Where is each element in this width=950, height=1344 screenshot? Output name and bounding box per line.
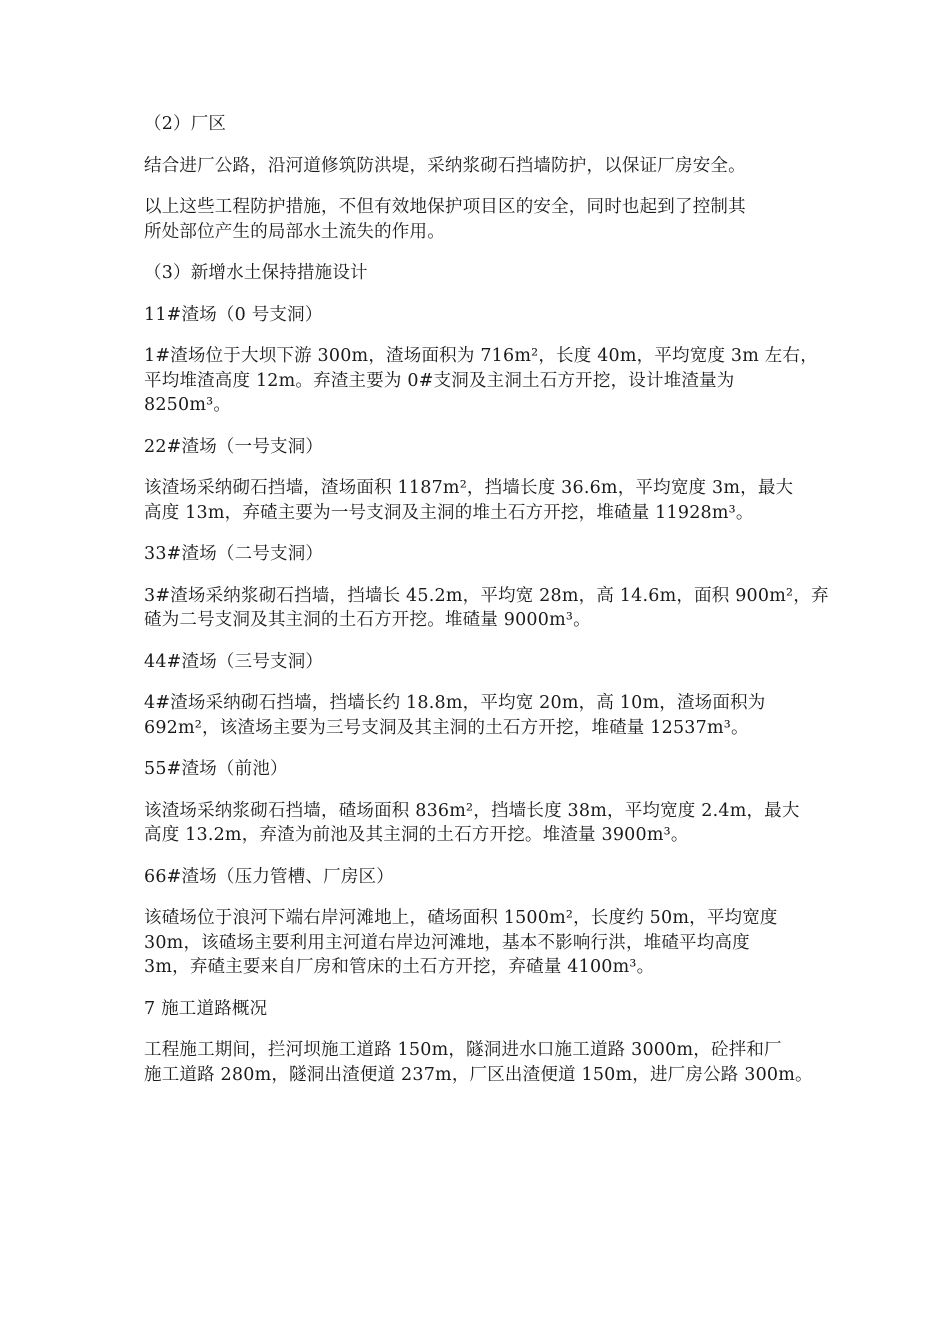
paragraph-dump-6 bbox=[144, 906, 812, 980]
text-line: 该碴场位于浪河下端右岸河滩地上，碴场面积 1500m²，长度约 50m，平均宽度 bbox=[144, 908, 778, 928]
text-line: 30m，该碴场主要利用主河道右岸边河滩地，基本不影响行洪，堆碴平均高度 bbox=[144, 932, 750, 953]
text-line: 692m²，该渣场主要为三号支洞及其主洞的土石方开挖，堆碴量 12537m³。 bbox=[144, 717, 749, 738]
text-line: 3m，弃碴主要来自厂房和管床的土石方开挖，弃碴量 4100m³。 bbox=[144, 957, 655, 977]
text-line: 所处部位产生的局部水土流失的作用。 bbox=[144, 221, 445, 242]
paragraph-dump-5 bbox=[144, 799, 812, 848]
text-line: 碴为二号支洞及其主洞的土石方开挖。堆碴量 9000m³。 bbox=[144, 610, 591, 630]
paragraph-summary bbox=[144, 195, 812, 244]
section-heading-factory-area bbox=[144, 112, 812, 137]
text-line: 8250m³。 bbox=[144, 395, 232, 415]
section-heading-new-measures bbox=[144, 261, 812, 286]
text-line: 平均堆渣高度 12m。弃渣主要为 0#支洞及主洞土石方开挖，设计堆渣量为 bbox=[144, 370, 735, 391]
text-line: （3）新增水土保持措施设计 bbox=[144, 263, 368, 283]
document-page bbox=[144, 112, 829, 1104]
subheading-dump-5 bbox=[144, 757, 812, 782]
subheading-dump-4 bbox=[144, 650, 812, 675]
subheading-dump-3 bbox=[144, 542, 812, 567]
text-line: 高度 13.2m，弃渣为前池及其主洞的土石方开挖。堆渣量 3900m³。 bbox=[144, 825, 689, 845]
paragraph-dump-4 bbox=[144, 691, 812, 740]
text-line: 工程施工期间，拦河坝施工道路 150m，隧洞进水口施工道路 3000m，砼拌和厂 bbox=[144, 1040, 782, 1060]
text-line: 该渣场采纳砌石挡墙，渣场面积 1187m²，挡墙长度 36.6m，平均宽度 3m，最大 bbox=[144, 478, 794, 498]
subheading-dump-6 bbox=[144, 865, 812, 890]
paragraph-dump-3 bbox=[144, 584, 829, 633]
subheading-dump-2 bbox=[144, 435, 812, 460]
text-line: 4#渣场采纳砌石挡墙，挡墙长约 18.8m，平均宽 20m，高 10m，渣场面积为 bbox=[144, 693, 766, 713]
text-line: 33#渣场（二号支洞） bbox=[144, 544, 324, 564]
text-line: 22#渣场（一号支洞） bbox=[144, 436, 324, 457]
text-line: 55#渣场（前池） bbox=[144, 759, 288, 779]
paragraph-dump-2 bbox=[144, 476, 812, 525]
text-line: 高度 13m，弃碴主要为一号支洞及主洞的堆土石方开挖，堆碴量 11928m³。 bbox=[144, 502, 754, 523]
text-line: 1#渣场位于大坝下游 300m，渣场面积为 716m²，长度 40m，平均宽度 3m 左右， bbox=[144, 346, 818, 366]
subheading-dump-1 bbox=[144, 303, 812, 328]
text-line: 66#渣场（压力管槽、厂房区） bbox=[144, 866, 394, 887]
text-line: 11#渣场（0 号支洞） bbox=[144, 304, 323, 325]
paragraph-dump-1 bbox=[144, 344, 818, 418]
text-line: 3#渣场采纳浆砌石挡墙，挡墙长 45.2m，平均宽 28m，高 14.6m，面积 900m²，弃 bbox=[144, 585, 829, 606]
text-line: 44#渣场（三号支洞） bbox=[144, 651, 324, 672]
text-line: 结合进厂公路，沿河道修筑防洪堤，采纳浆砌石挡墙防护，以保证厂房安全。 bbox=[144, 155, 746, 176]
text-line: 以上这些工程防护措施，不但有效地保护项目区的安全，同时也起到了控制其 bbox=[144, 197, 746, 217]
paragraph-factory-area bbox=[144, 154, 812, 179]
text-line: 7 施工道路概况 bbox=[144, 998, 268, 1019]
text-line: 该渣场采纳浆砌石挡墙，碴场面积 836m²，挡墙长度 38m，平均宽度 2.4m，最大 bbox=[144, 800, 800, 821]
text-line: 施工道路 280m，隧洞出渣便道 237m，厂区出渣便道 150m，进厂房公路 300m。 bbox=[144, 1064, 813, 1085]
section-heading-roads bbox=[144, 997, 812, 1022]
paragraph-roads bbox=[144, 1038, 812, 1087]
text-line: （2）厂区 bbox=[144, 114, 227, 134]
